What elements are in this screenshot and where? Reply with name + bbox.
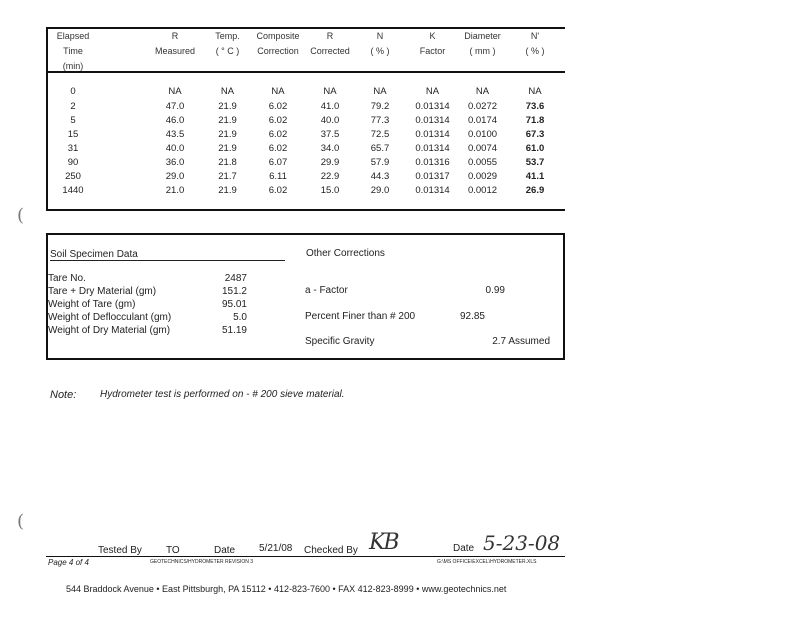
signoff-rule: [46, 556, 565, 557]
specimen-value: 5.0: [233, 312, 247, 323]
checked-by-signature: KB: [369, 530, 398, 555]
test-date-value: 5/21/08: [259, 543, 293, 554]
table-cell: 0.0055: [467, 157, 498, 168]
table-cell: NA: [425, 86, 440, 97]
test-date-label: Date: [214, 545, 236, 556]
table-cell: 6.07: [268, 157, 288, 168]
table-cell: 61.0: [525, 143, 545, 154]
file-path: G:\MS OFFICE\EXCEL\HYDROMETER.XLS: [437, 559, 537, 565]
table-cell: 40.0: [320, 115, 340, 126]
column-header: R: [326, 31, 334, 41]
table-cell: 0.01314: [415, 143, 450, 154]
table-cell: 90: [67, 157, 79, 168]
column-header: ( ° C ): [215, 46, 240, 56]
column-header: Correction: [257, 46, 299, 56]
column-header: Diameter: [464, 31, 501, 41]
correction-label: a - Factor: [305, 285, 348, 296]
table-cell: 6.02: [268, 115, 288, 126]
table-cell: 0.0012: [467, 185, 498, 196]
table-cell: NA: [528, 86, 542, 97]
tested-by-value: TO: [166, 545, 180, 556]
table-cell: 21.8: [218, 157, 237, 168]
table-cell: NA: [475, 86, 490, 97]
table-cell: 77.3: [370, 115, 390, 126]
column-header: N': [530, 31, 540, 41]
punch-hole-mark-bottom: (: [17, 511, 25, 532]
correction-value: 0.99: [485, 285, 505, 296]
table-cell: 57.9: [370, 157, 390, 168]
specimen-value: 151.2: [221, 286, 247, 297]
note-text: Hydrometer test is performed on - # 200 sieve material.: [100, 389, 345, 400]
table-cell: 21.9: [218, 129, 237, 140]
table-cell: 21.0: [165, 185, 185, 196]
table-cell: NA: [373, 86, 387, 97]
table-cell: 5: [70, 115, 76, 126]
table-cell: 36.0: [165, 157, 185, 168]
column-header: Corrected: [310, 46, 350, 56]
table-cell: 6.02: [268, 129, 288, 140]
specimen-label: Weight of Tare (gm): [48, 299, 136, 310]
table-cell: 40.0: [165, 143, 185, 154]
correction-value: 2.7 Assumed: [492, 336, 550, 347]
specimen-title: Soil Specimen Data: [50, 249, 285, 261]
column-header: ( mm ): [469, 46, 496, 56]
column-header: Elapsed: [56, 31, 90, 41]
specimen-box-right: [563, 233, 565, 360]
correction-label: Specific Gravity: [305, 336, 375, 347]
specimen-label: Tare No.: [48, 273, 86, 284]
specimen-value: 2487: [224, 273, 247, 284]
table-cell: 0.0100: [467, 129, 498, 140]
table-header-rule: [46, 71, 565, 73]
specimen-label: Tare + Dry Material (gm): [48, 286, 157, 297]
table-cell: 41.1: [525, 171, 545, 182]
table-cell: 0.0074: [467, 143, 498, 154]
table-cell: 0: [70, 86, 76, 97]
table-cell: 21.9: [218, 115, 237, 126]
table-cell: 1440: [62, 185, 84, 196]
table-cell: 0.01314: [415, 185, 450, 196]
table-cell: 22.9: [320, 171, 340, 182]
specimen-box-bottom: [46, 358, 565, 360]
column-header: N: [376, 31, 384, 41]
table-cell: 43.5: [165, 129, 185, 140]
note-label: Note:: [50, 389, 77, 401]
tested-by-label: Tested By: [98, 545, 142, 556]
table-cell: 41.0: [320, 101, 340, 112]
column-header: (min): [62, 61, 84, 71]
table-cell: 29.0: [370, 185, 390, 196]
specimen-value: 51.19: [221, 325, 247, 336]
table-cell: 0.01317: [415, 171, 450, 182]
table-cell: 34.0: [320, 143, 340, 154]
table-cell: 67.3: [525, 129, 545, 140]
doc-reference: GEOTECHNICS/HYDROMETER REVISION 3: [150, 559, 254, 565]
column-header: ( % ): [525, 46, 545, 56]
table-cell: 21.7: [218, 171, 237, 182]
footer-address: 544 Braddock Avenue • East Pittsburgh, PA 15112 • 412-823-7600 • FAX 412-823-8999 • www.geotechnics.net: [66, 584, 507, 594]
table-cell: 6.02: [268, 185, 288, 196]
table-cell: 0.0174: [467, 115, 498, 126]
page-number: Page 4 of 4: [48, 558, 89, 567]
specimen-label: Weight of Dry Material (gm): [48, 325, 171, 336]
column-header: Temp.: [215, 31, 240, 41]
table-cell: 26.9: [525, 185, 545, 196]
correction-label: Percent Finer than # 200: [305, 311, 416, 322]
table-cell: NA: [168, 86, 182, 97]
specimen-label: Weight of Deflocculant (gm): [48, 312, 172, 323]
table-cell: NA: [323, 86, 337, 97]
table-cell: 72.5: [370, 129, 390, 140]
table-cell: 0.01316: [415, 157, 450, 168]
table-cell: 21.9: [218, 101, 237, 112]
punch-hole-mark-top: (: [17, 205, 25, 226]
table-cell: 0.01314: [415, 115, 450, 126]
table-cell: 29.9: [320, 157, 340, 168]
table-cell: 29.0: [165, 171, 185, 182]
column-header: K: [429, 31, 436, 41]
corrections-title: Other Corrections: [306, 248, 385, 259]
table-cell: 21.9: [218, 143, 237, 154]
table-cell: 71.8: [525, 115, 545, 126]
table-cell: 65.7: [370, 143, 390, 154]
specimen-value: 95.01: [221, 299, 247, 310]
table-cell: 0.01314: [415, 129, 450, 140]
column-header: Composite: [256, 31, 300, 41]
specimen-box-top: [46, 233, 565, 235]
column-header: Time: [63, 46, 83, 56]
table-cell: 6.02: [268, 101, 288, 112]
column-header: Factor: [419, 46, 446, 56]
table-cell: 46.0: [165, 115, 185, 126]
table-cell: 6.02: [268, 143, 288, 154]
table-cell: 0.01314: [415, 101, 450, 112]
table-cell: 0.0272: [467, 101, 498, 112]
table-cell: 31: [67, 143, 79, 154]
check-date-handwritten: 5-23-08: [483, 531, 561, 555]
column-header: ( % ): [370, 46, 390, 56]
table-bottom-border: [46, 209, 565, 211]
table-cell: 15: [67, 129, 79, 140]
column-header: R: [171, 31, 179, 41]
table-cell: 53.7: [525, 157, 545, 168]
table-cell: 21.9: [218, 185, 237, 196]
table-cell: 2: [70, 101, 76, 112]
checked-by-label: Checked By: [304, 545, 358, 556]
check-date-label: Date: [453, 543, 475, 554]
table-cell: 6.11: [269, 171, 287, 182]
table-cell: NA: [271, 86, 285, 97]
table-cell: 73.6: [525, 101, 545, 112]
table-cell: 47.0: [165, 101, 185, 112]
table-cell: 15.0: [320, 185, 340, 196]
table-cell: NA: [220, 86, 235, 97]
table-cell: 79.2: [370, 101, 390, 112]
correction-value: 92.85: [459, 311, 485, 322]
table-cell: 250: [65, 171, 81, 182]
table-cell: 44.3: [370, 171, 390, 182]
table-cell: 0.0029: [467, 171, 498, 182]
table-cell: 37.5: [320, 129, 340, 140]
column-header: Measured: [154, 46, 196, 56]
